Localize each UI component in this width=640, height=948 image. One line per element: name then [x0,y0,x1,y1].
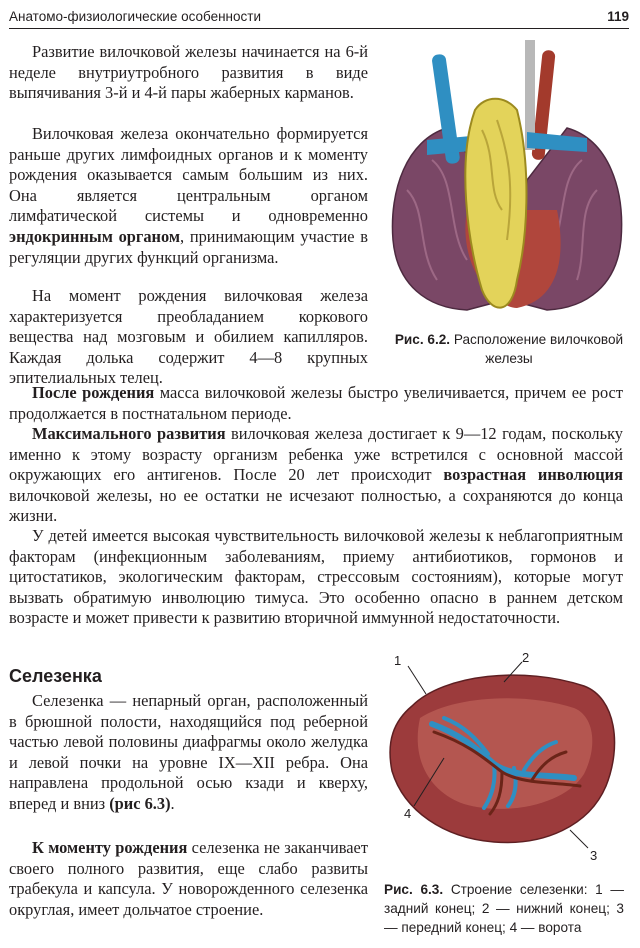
paragraph-5: Максимального развития вилочковая железа достигает к 9—12 годам, поскольку именно к этому возрасту организм ребенка уже встретился с основной массой окружающих его антигенов. После 20 лет происходит возрастная инволюция вилочковой железы, но ее остатки не исчезают полностью, а сохраняются до конца жизни. [9,424,624,526]
thymus-illustration [387,40,627,320]
paragraph-1: Развитие вилочковой железы начинается на 6-й неделе внутриутробного развития в виде выпячивания 3-й и 4-й пары жаберных карманов. [9,42,368,103]
section-title: Селезенка [9,666,102,686]
figure-6-2-caption: Рис. 6.2. Расположение вилочковой железы [394,332,624,366]
paragraph-2: Вилочковая железа окончательно формируется раньше других лимфоидных органов и к моменту рождения оказывается самым большим из них. Она является центральным органом лимфатической системы и одновременно эндокринным органом, принимающим участие в регуляции других функций организма. [9,124,368,267]
paragraph-7: Селезенка — непарный орган, расположенный в брюшной полости, находящийся под реберной частью левой половины диафрагмы около желудка и левой почки на уровне IX—XII ребра. Она направлена продольной осью кзади и кверху, вперед и вниз (рис 6.3). [9,691,368,813]
marker-3: 3 [590,848,598,863]
marker-2: 2 [522,650,530,665]
marker-1: 1 [394,653,402,668]
paragraph-8: К моменту рождения селезенка не заканчивает своего полного развития, еще слабо развиты трабекула и капсула. У новорожденного селезенка округлая, имеет дольчатое строение. [9,838,368,919]
paragraph-4: После рождения масса вилочковой железы быстро увеличивается, причем ее рост продолжается в постнатальном периоде. [9,383,623,423]
running-header [9,4,629,29]
running-title: Анатомо-физиологические особенности [9,9,261,24]
page-number: 119 [607,9,629,24]
paragraph-3: На момент рождения вилочковая железа характеризуется преобладанием коркового вещества над мозговым и обилием капилляров. Каждая долька содержит 4—8 крупных эпителиальных телец. [9,286,368,388]
spleen-illustration [384,646,628,868]
paragraph-6: У детей имеется высокая чувствительность вилочковой железы к неблагоприятным факторам (инфекционным заболеваниям, приему антибиотиков, гормонов и цитостатиков, экологическим факторам, стрессовым состояниям), которые могут вызвать обратимую инволюцию тимуса. Это особенно опасно в раннем детском возрасте и может привести к развитию вторичной иммунной недостаточности. [9,526,623,628]
bold-term: эндокринным органом [9,226,181,246]
marker-4: 4 [404,806,412,821]
figure-6-3-caption: Рис. 6.3. Строение селезенки: 1 — задний конец; 2 — нижний конец; 3 — передний конец; 4 — ворота [384,882,624,935]
